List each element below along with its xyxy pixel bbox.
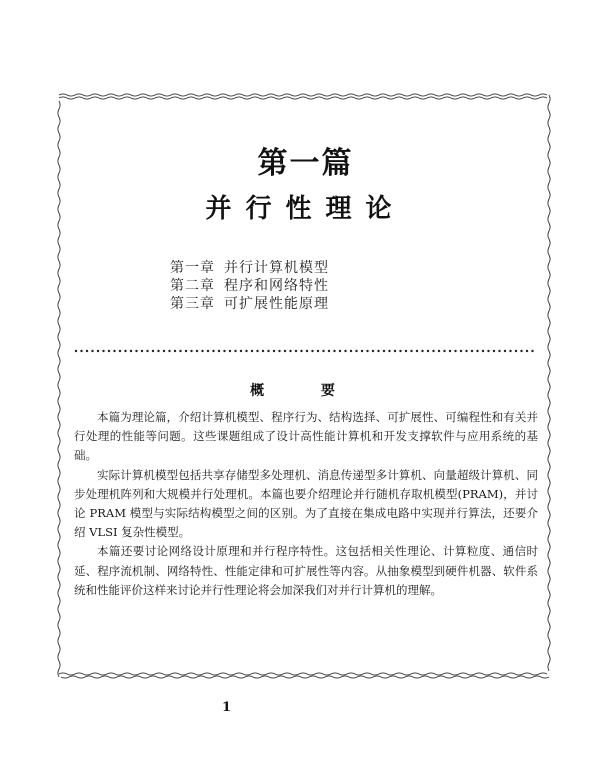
divider-dot	[487, 350, 489, 352]
part-title: 第一篇	[257, 146, 354, 181]
divider-dot	[284, 350, 286, 352]
divider-dot	[141, 350, 143, 352]
divider-dot	[443, 350, 445, 352]
divider-dot	[350, 350, 352, 352]
divider-dot	[454, 350, 456, 352]
divider-dot	[306, 350, 308, 352]
divider-dot	[278, 350, 280, 352]
divider-dot	[498, 350, 500, 352]
border-wave	[59, 94, 547, 96]
chapter-list	[170, 259, 329, 313]
abstract-paragraph: 本篇为理论篇，介绍计算机模型、程序行为、结构选择、可扩展性、可编程性和有关并行处理的性能等问题。这些课题组成了设计高性能计算机和开发支撑软件与应用系统的基础。	[74, 410, 538, 463]
divider-dot	[102, 350, 104, 352]
chapter-number: 第三章	[170, 296, 215, 312]
divider-dot	[86, 350, 88, 352]
divider-dot	[504, 350, 506, 352]
divider-dot	[421, 350, 423, 352]
divider-dot	[333, 350, 335, 352]
divider-dot	[355, 350, 357, 352]
divider-dot	[476, 350, 478, 352]
divider-dot	[289, 350, 291, 352]
divider-dot	[427, 350, 429, 352]
divider-dot	[482, 350, 484, 352]
divider-dot	[432, 350, 434, 352]
divider-dot	[328, 350, 330, 352]
divider-dot	[124, 350, 126, 352]
divider-dot	[97, 350, 99, 352]
chapter-item	[170, 295, 329, 313]
divider-dot	[438, 350, 440, 352]
divider-dot	[344, 350, 346, 352]
divider-dot	[91, 350, 93, 352]
divider-dot	[361, 350, 363, 352]
divider-dot	[146, 350, 148, 352]
divider-dot	[300, 350, 302, 352]
divider-dot	[460, 350, 462, 352]
divider-dot	[108, 350, 110, 352]
divider-dot	[152, 350, 154, 352]
divider-dot	[366, 350, 368, 352]
divider-dot	[383, 350, 385, 352]
part-subtitle: 并行性理论	[205, 194, 406, 224]
chapter-title: 可扩展性能原理	[224, 296, 329, 312]
divider-dot	[388, 350, 390, 352]
divider-dot	[179, 350, 181, 352]
divider-dot	[405, 350, 407, 352]
chapter-title: 并行计算机模型	[224, 260, 329, 276]
divider-dot	[520, 350, 522, 352]
divider-dot	[377, 350, 379, 352]
divider-dot	[394, 350, 396, 352]
divider-dot	[223, 350, 225, 352]
divider-dot	[295, 350, 297, 352]
chapter-title: 程序和网络特性	[224, 278, 329, 294]
divider-dot	[399, 350, 401, 352]
divider-dot	[515, 350, 517, 352]
abstract-paragraph: 实际计算机模型包括共享存储型多处理机、消息传递型多计算机、向量超级计算机、同步处理机阵列和大规模并行处理机。本篇也要介绍理论并行随机存取机模型(PRAM)，并讨论 PRAM 模型与实际结构模型之间的区别。为了直接在集成电路中实现并行算法，还要介绍 VLSI 复杂性模型。	[74, 467, 538, 540]
divider-dot	[339, 350, 341, 352]
divider-dot	[113, 350, 115, 352]
divider-dot	[493, 350, 495, 352]
divider-dot	[465, 350, 467, 352]
divider-dot	[322, 350, 324, 352]
divider-dot	[509, 350, 511, 352]
abstract-heading: 概 要	[250, 383, 361, 399]
divider-dot	[229, 350, 231, 352]
divider-dot	[526, 350, 528, 352]
divider-dot	[157, 350, 159, 352]
divider-dot	[471, 350, 473, 352]
divider-dot	[119, 350, 121, 352]
divider-dot	[245, 350, 247, 352]
divider-dot	[416, 350, 418, 352]
divider-dot	[372, 350, 374, 352]
divider-dot	[212, 350, 214, 352]
divider-dot	[80, 350, 82, 352]
dotted-divider	[74, 339, 538, 345]
border-wave	[59, 97, 547, 99]
divider-dot	[185, 350, 187, 352]
divider-dot	[251, 350, 253, 352]
divider-dot	[130, 350, 132, 352]
divider-dot	[410, 350, 412, 352]
chapter-item	[170, 259, 329, 277]
border-wave	[61, 676, 549, 678]
chapter-number: 第一章	[170, 260, 215, 276]
divider-dot	[207, 350, 209, 352]
abstract-paragraph: 本篇还要讨论网络设计原理和并行程序特性。这包括相关性理论、计算粒度、通信时延、程序流机制、网络特性、性能定律和可扩展性等内容。从抽象模型到硬件机器、软件系统和性能评价这样来讨论并行性理论将会加深我们对并行计算机的理解。	[74, 544, 538, 597]
divider-dot	[262, 350, 264, 352]
divider-dot	[267, 350, 269, 352]
divider-dot	[196, 350, 198, 352]
divider-dot	[449, 350, 451, 352]
page-number: 1	[222, 700, 232, 715]
divider-dot	[218, 350, 220, 352]
divider-dot	[75, 350, 77, 352]
divider-dot	[273, 350, 275, 352]
divider-dot	[256, 350, 258, 352]
abstract-body	[74, 408, 538, 600]
chapter-number: 第二章	[170, 278, 215, 294]
divider-dot	[174, 350, 176, 352]
divider-dot	[190, 350, 192, 352]
divider-dot	[234, 350, 236, 352]
divider-dot	[168, 350, 170, 352]
divider-dot	[311, 350, 313, 352]
divider-dot	[135, 350, 137, 352]
divider-dot	[163, 350, 165, 352]
border-wave	[59, 673, 547, 675]
chapter-item	[170, 277, 329, 295]
divider-dot	[201, 350, 203, 352]
divider-dot	[531, 350, 533, 352]
divider-dot	[317, 350, 319, 352]
divider-dot	[240, 350, 242, 352]
